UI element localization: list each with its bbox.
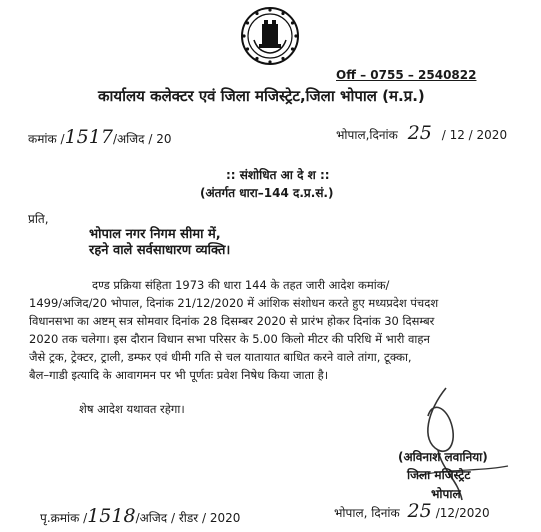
reference-prefix: कमांक /	[28, 132, 65, 146]
closing-statement: शेष आदेश यथावत रहेगा।	[79, 402, 185, 416]
body-paragraph-line: 1499/अजिद/20 भोपाल, दिनांक 21/12/2020 में आंशिक संशोधन करते हुए मध्यप्रदेश पंचदश	[29, 296, 439, 310]
reference-number-handwritten: 1517	[64, 126, 113, 148]
endorsement-suffix: /अजिद / रीडर / 2020	[135, 511, 241, 525]
body-paragraph-line: बैल–गाडी इत्यादि के आवागमन पर भी पूर्णतः प्रवेश निषेध किया जाता है।	[29, 368, 329, 382]
signatory-name: (अविनाश लवानिया)	[398, 450, 488, 464]
body-paragraph-line: जैसे ट्रक, ट्रेक्टर, ट्राली, डम्फर एवं धीमी गति से चल यातायात बाधित करने वाले तांगा, टूक्का,	[29, 350, 412, 364]
signatory-place: भोपाल	[431, 487, 461, 501]
recipient-line-1: भोपाल नगर निगम सीमा में,	[89, 227, 221, 242]
order-title: :: संशोधित आ दे श ::	[226, 168, 330, 182]
recipient-label: प्रति,	[28, 212, 49, 226]
order-reference-number	[28, 126, 171, 148]
government-emblem-seal	[240, 6, 300, 66]
endorsement-prefix: पृ.क्रमांक /	[40, 511, 88, 525]
office-phone-number: Off – 0755 – 2540822	[336, 68, 477, 82]
signatory-title: जिला मजिस्ट्रेट	[407, 468, 471, 482]
order-place-date	[336, 122, 507, 144]
order-subtitle-section: (अंतर्गत धारा–144 द.प्र.सं.)	[200, 186, 334, 200]
body-paragraph-line: दण्ड प्रक्रिया संहिता 1973 की धारा 144 के तहत जारी आदेश कमांक/	[92, 278, 390, 292]
place-date-label: भोपाल,दिनांक	[336, 128, 398, 142]
body-paragraph-line: 2020 तक चलेगा। इस दौरान विधान सभा परिसर के 5.00 किलो मीटर की परिधि में भारी वाहन	[29, 332, 430, 346]
date-day-handwritten: 25	[407, 122, 432, 144]
endorsement-reference-number	[40, 505, 240, 527]
reference-suffix: /अजिद / 20	[112, 132, 172, 146]
endorsement-month-year: /12/2020	[435, 506, 490, 520]
recipient-line-2: रहने वाले सर्वसाधारण व्यक्ति।	[89, 243, 231, 258]
office-name-heading: कार्यालय कलेक्टर एवं जिला मजिस्ट्रेट,जिला भोपाल (म.प्र.)	[98, 87, 425, 105]
endorsement-day-handwritten: 25	[407, 500, 432, 522]
endorsement-place-label: भोपाल, दिनांक	[334, 506, 400, 520]
body-paragraph-line: विधानसभा का अष्टम् सत्र सोमवार दिनांक 28 दिसम्बर 2020 से प्रारंभ होकर दिनांक 30 दिसम्बर	[29, 314, 435, 328]
endorsement-place-date	[334, 500, 490, 522]
date-month-year: / 12 / 2020	[441, 128, 508, 142]
endorsement-number-handwritten: 1518	[87, 505, 136, 527]
